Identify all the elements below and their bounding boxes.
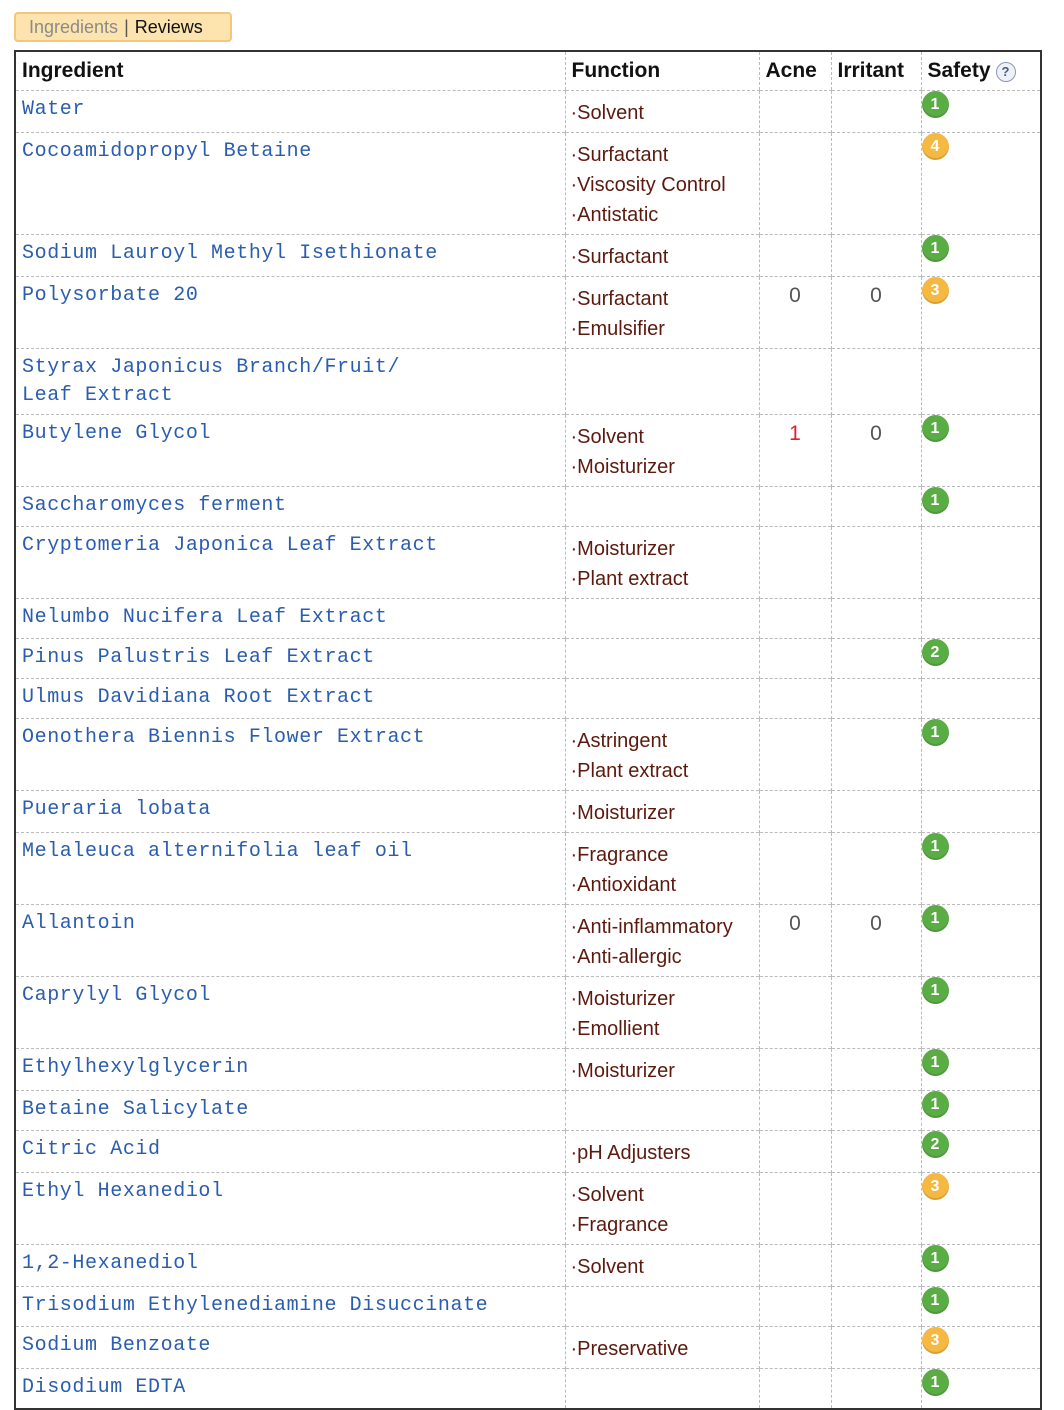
ingredient-cell [15,639,565,679]
ingredient-cell [15,833,565,905]
acne-rating [760,679,831,718]
irritant-rating: 0 [870,422,882,445]
function-item[interactable]: ·Moisturizer [570,456,675,478]
irritant-rating [832,133,921,172]
function-item[interactable]: ·Surfactant [570,144,669,166]
ingredient-link[interactable]: Pueraria lobata [22,798,212,821]
function-item[interactable]: ·Viscosity Control [570,174,726,196]
irritant-cell [831,1173,921,1245]
irritant-rating [832,679,921,718]
irritant-rating [832,719,921,758]
ingredient-link[interactable]: Ethylhexylglycerin [22,1056,249,1079]
irritant-cell [831,415,921,487]
tab-separator: | [124,16,129,37]
function-item[interactable]: ·Anti-inflammatory [570,916,733,938]
function-cell [565,415,759,487]
acne-rating [760,599,831,638]
acne-cell [759,977,831,1049]
safety-badge: 1 [922,1091,949,1118]
acne-rating [760,833,831,872]
irritant-rating [832,639,921,678]
table-row [15,1173,1041,1245]
safety-cell [921,235,1041,277]
acne-rating [760,977,831,1016]
function-item[interactable]: ·Antistatic [570,204,659,226]
ingredient-link[interactable]: Sodium Benzoate [22,1334,212,1357]
irritant-cell [831,91,921,133]
acne-cell [759,1173,831,1245]
acne-cell [759,235,831,277]
safety-cell [921,977,1041,1049]
irritant-rating [832,349,921,388]
irritant-rating [832,1245,921,1284]
acne-cell [759,1049,831,1091]
irritant-cell [831,1327,921,1369]
acne-cell [759,91,831,133]
ingredient-link[interactable]: 1,2-Hexanediol [22,1252,199,1275]
acne-cell [759,599,831,639]
function-item[interactable]: ·Emulsifier [570,318,665,340]
irritant-rating [832,1327,921,1366]
safety-cell [921,487,1041,527]
ingredient-cell [15,1091,565,1131]
table-row [15,133,1041,235]
safety-cell [921,133,1041,235]
irritant-rating [832,1131,921,1170]
table-row [15,679,1041,719]
function-cell [565,1245,759,1287]
safety-cell [921,527,1041,599]
ingredient-cell [15,415,565,487]
acne-cell [759,639,831,679]
ingredient-link[interactable]: Disodium EDTA [22,1376,186,1399]
function-cell [565,1327,759,1369]
ingredient-cell [15,527,565,599]
irritant-cell [831,639,921,679]
safety-badge: 1 [922,235,949,262]
acne-rating [760,91,831,130]
function-cell [565,791,759,833]
ingredient-link[interactable]: Melaleuca alternifolia leaf oil [22,840,413,863]
safety-cell [921,791,1041,833]
safety-badge: 1 [922,833,949,860]
function-item[interactable]: ·Surfactant [570,246,669,268]
irritant-rating [832,1173,921,1212]
irritant-rating: 0 [870,912,882,935]
ingredient-cell [15,1245,565,1287]
irritant-cell [831,679,921,719]
safety-cell [921,719,1041,791]
table-row [15,1287,1041,1327]
ingredient-link[interactable]: Ulmus Davidiana Root Extract [22,686,375,709]
safety-badge: 1 [922,905,949,932]
acne-cell [759,277,831,349]
table-row [15,1049,1041,1091]
table-row [15,833,1041,905]
acne-rating [760,1091,831,1130]
acne-cell [759,905,831,977]
function-cell [565,133,759,235]
acne-rating [760,133,831,172]
table-row [15,1091,1041,1131]
help-icon[interactable]: ? [996,62,1016,82]
ingredient-cell [15,1131,565,1173]
irritant-rating [832,599,921,638]
function-cell [565,833,759,905]
function-item[interactable]: ·Plant extract [570,568,689,590]
acne-rating [760,487,831,526]
acne-rating [760,1369,831,1408]
function-item[interactable]: ·Surfactant [570,288,669,310]
function-item[interactable]: ·Astringent [570,730,668,752]
function-cell [565,1369,759,1410]
acne-cell [759,791,831,833]
safety-badge: 1 [922,91,949,118]
function-cell [565,1287,759,1327]
irritant-cell [831,133,921,235]
table-row [15,415,1041,487]
ingredient-cell [15,977,565,1049]
safety-badge: 2 [922,639,949,666]
safety-badge: 1 [922,719,949,746]
header-ingredient: Ingredient [15,51,565,91]
function-item[interactable]: ·Solvent [570,1256,644,1278]
acne-rating [760,1245,831,1284]
ingredient-cell [15,91,565,133]
acne-cell [759,1369,831,1410]
irritant-rating [832,1287,921,1326]
ingredient-cell [15,133,565,235]
header-function: Function [565,51,759,91]
safety-cell [921,1287,1041,1327]
acne-cell [759,1245,831,1287]
irritant-cell [831,277,921,349]
acne-rating: 1 [789,422,801,445]
safety-badge: 4 [922,133,949,160]
irritant-rating: 0 [870,284,882,307]
function-item[interactable]: ·Emollient [570,1018,660,1040]
function-item[interactable]: ·Fragrance [570,844,669,866]
function-item[interactable]: ·Moisturizer [570,538,675,560]
safety-badge: 3 [922,1173,949,1200]
ingredient-cell [15,349,565,415]
table-row [15,719,1041,791]
ingredient-cell [15,1173,565,1245]
irritant-cell [831,1131,921,1173]
irritant-cell [831,527,921,599]
function-item[interactable]: ·Anti-allergic [570,946,682,968]
table-row [15,349,1041,415]
table-header-row [15,51,1041,91]
ingredient-link[interactable]: Saccharomyces ferment [22,494,287,517]
ingredient-cell [15,679,565,719]
function-item[interactable]: ·Preservative [570,1338,689,1360]
view-tabs [14,12,232,42]
safety-cell [921,905,1041,977]
acne-rating [760,527,831,566]
safety-badge: 1 [922,1049,949,1076]
safety-badge: 1 [922,487,949,514]
acne-rating [760,1131,831,1170]
acne-cell [759,1287,831,1327]
acne-rating [760,349,831,388]
irritant-rating [832,235,921,274]
irritant-cell [831,1369,921,1410]
safety-cell [921,277,1041,349]
irritant-cell [831,599,921,639]
ingredient-link[interactable]: Butylene Glycol [22,422,212,445]
acne-rating [760,235,831,274]
function-item[interactable]: ·Moisturizer [570,988,675,1010]
ingredient-link[interactable]: Polysorbate 20 [22,284,199,307]
table-row [15,277,1041,349]
function-cell [565,977,759,1049]
acne-rating [760,719,831,758]
irritant-cell [831,1245,921,1287]
ingredient-cell [15,719,565,791]
function-cell [565,487,759,527]
header-irritant: Irritant [831,51,921,91]
table-row [15,599,1041,639]
ingredient-cell [15,791,565,833]
irritant-cell [831,1287,921,1327]
acne-rating [760,639,831,678]
acne-rating [760,791,831,830]
acne-rating [760,1327,831,1366]
table-row [15,235,1041,277]
ingredient-link[interactable]: Water [22,98,86,121]
acne-rating: 0 [789,912,801,935]
ingredient-link[interactable]: Styrax Japonicus Branch/Fruit/ Leaf Extract [22,356,401,407]
safety-cell [921,415,1041,487]
acne-cell [759,679,831,719]
acne-cell [759,1091,831,1131]
table-row [15,1245,1041,1287]
ingredient-cell [15,1327,565,1369]
irritant-rating [832,487,921,526]
function-cell [565,1091,759,1131]
acne-rating [760,1287,831,1326]
safety-badge: 3 [922,277,949,304]
function-item[interactable]: ·Solvent [570,1184,644,1206]
irritant-cell [831,349,921,415]
function-cell [565,1049,759,1091]
acne-cell [759,415,831,487]
ingredient-cell [15,487,565,527]
function-item[interactable]: ·Plant extract [570,760,689,782]
safety-cell [921,639,1041,679]
table-row [15,1327,1041,1369]
ingredient-cell [15,1049,565,1091]
ingredient-link[interactable]: Pinus Palustris Leaf Extract [22,646,375,669]
safety-cell [921,1131,1041,1173]
table-row [15,1131,1041,1173]
safety-cell [921,1173,1041,1245]
table-row [15,487,1041,527]
function-item[interactable]: ·Fragrance [570,1214,669,1236]
header-safety [921,51,1041,91]
tab-ingredients[interactable]: Ingredients [29,16,119,37]
safety-cell [921,1049,1041,1091]
safety-badge: 1 [922,1369,949,1396]
ingredient-link[interactable]: Nelumbo Nucifera Leaf Extract [22,606,388,629]
ingredient-link[interactable]: Sodium Lauroyl Methyl Isethionate [22,242,438,265]
ingredient-link[interactable]: Citric Acid [22,1138,161,1161]
ingredient-cell [15,599,565,639]
irritant-cell [831,791,921,833]
ingredient-cell [15,1287,565,1327]
irritant-rating [832,791,921,830]
irritant-cell [831,1049,921,1091]
irritant-cell [831,977,921,1049]
safety-badge: 1 [922,1245,949,1272]
ingredients-table [14,50,1042,1410]
ingredient-cell [15,277,565,349]
table-row [15,905,1041,977]
function-cell [565,277,759,349]
function-cell [565,905,759,977]
ingredient-cell [15,1369,565,1410]
safety-badge: 1 [922,415,949,442]
ingredient-link[interactable]: Trisodium Ethylenediamine Disuccinate [22,1294,489,1317]
safety-badge: 1 [922,977,949,1004]
function-cell [565,679,759,719]
function-cell [565,639,759,679]
function-item[interactable]: ·Moisturizer [570,802,675,824]
function-cell [565,1131,759,1173]
function-cell [565,91,759,133]
ingredient-link[interactable]: Cocoamidopropyl Betaine [22,140,312,163]
safety-cell [921,1091,1041,1131]
table-row [15,527,1041,599]
irritant-rating [832,977,921,1016]
function-cell [565,719,759,791]
safety-badge: 3 [922,1327,949,1354]
irritant-rating [832,1369,921,1408]
irritant-rating [832,1049,921,1088]
acne-cell [759,833,831,905]
irritant-rating [832,1091,921,1130]
irritant-cell [831,487,921,527]
table-row [15,1369,1041,1410]
irritant-cell [831,235,921,277]
function-item[interactable]: ·Solvent [570,102,644,124]
ingredient-cell [15,905,565,977]
irritant-rating [832,527,921,566]
table-row [15,977,1041,1049]
safety-cell [921,1245,1041,1287]
ingredient-link[interactable]: Allantoin [22,912,136,935]
function-item[interactable]: ·Solvent [570,426,644,448]
ingredients-body [15,91,1041,1410]
ingredient-link[interactable]: Caprylyl Glycol [22,984,212,1007]
irritant-cell [831,833,921,905]
safety-cell [921,1369,1041,1410]
function-item[interactable]: ·Moisturizer [570,1060,675,1082]
acne-rating [760,1049,831,1088]
acne-cell [759,719,831,791]
safety-cell [921,599,1041,639]
acne-cell [759,1131,831,1173]
safety-badge: 1 [922,1287,949,1314]
safety-cell [921,91,1041,133]
ingredient-link[interactable]: Oenothera Biennis Flower Extract [22,726,426,749]
tab-reviews[interactable]: Reviews [134,16,203,37]
table-row [15,791,1041,833]
irritant-rating [832,91,921,130]
ingredient-cell [15,235,565,277]
acne-cell [759,487,831,527]
function-cell [565,527,759,599]
header-acne: Acne [759,51,831,91]
acne-rating [760,1173,831,1212]
table-row [15,91,1041,133]
function-cell [565,349,759,415]
function-item[interactable]: ·Antioxidant [570,874,677,896]
acne-cell [759,133,831,235]
acne-cell [759,349,831,415]
acne-rating: 0 [789,284,801,307]
function-item[interactable]: ·pH Adjusters [570,1142,691,1164]
irritant-rating [832,833,921,872]
ingredient-link[interactable]: Ethyl Hexanediol [22,1180,224,1203]
safety-cell [921,833,1041,905]
ingredient-link[interactable]: Cryptomeria Japonica Leaf Extract [22,534,438,557]
header-safety-label: Safety [927,59,991,82]
safety-cell [921,349,1041,415]
safety-badge: 2 [922,1131,949,1158]
irritant-cell [831,719,921,791]
table-row [15,639,1041,679]
safety-cell [921,679,1041,719]
acne-cell [759,527,831,599]
irritant-cell [831,1091,921,1131]
function-cell [565,599,759,639]
acne-cell [759,1327,831,1369]
safety-cell [921,1327,1041,1369]
function-cell [565,235,759,277]
irritant-cell [831,905,921,977]
ingredient-link[interactable]: Betaine Salicylate [22,1098,249,1121]
function-cell [565,1173,759,1245]
